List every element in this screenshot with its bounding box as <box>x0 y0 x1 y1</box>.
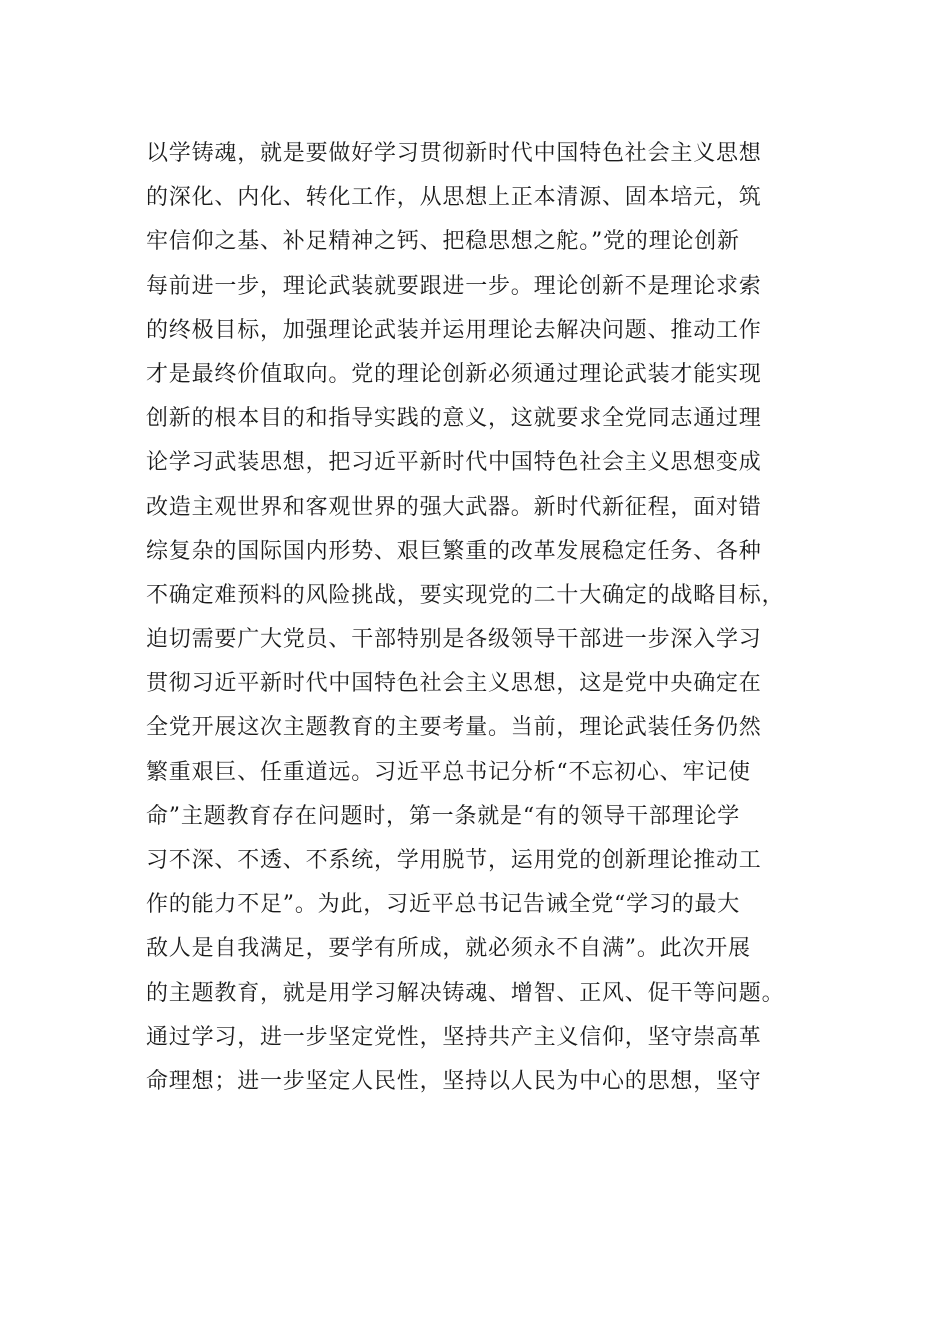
text-line: 不确定难预料的风险挑战，要实现党的二十大确定的战略目标， <box>146 582 785 608</box>
text-line: 创新的根本目的和指导实践的意义，这就要求全党同志通过理 <box>146 406 762 432</box>
text-line: 作的能力不足”。为此，习近平总书记告诫全党“学习的最大 <box>146 892 741 918</box>
text-line: 命”主题教育存在问题时，第一条就是“有的领导干部理论学 <box>146 803 741 829</box>
text-line: 才是最终价值取向。党的理论创新必须通过理论武装才能实现 <box>146 361 762 387</box>
body-paragraph <box>146 132 816 1104</box>
text-line: 通过学习，进一步坚定党性，坚持共产主义信仰，坚守崇高革 <box>146 1024 762 1050</box>
text-line: 的终极目标，加强理论武装并运用理论去解决问题、推动工作 <box>146 317 762 343</box>
text-line: 论学习武装思想，把习近平新时代中国特色社会主义思想变成 <box>146 450 762 476</box>
text-line: 综复杂的国际国内形势、艰巨繁重的改革发展稳定任务、各种 <box>146 538 762 564</box>
text-line: 牢信仰之基、补足精神之钙、把稳思想之舵。”党的理论创新 <box>146 229 740 255</box>
text-line: 习不深、不透、不系统，学用脱节，运用党的创新理论推动工 <box>146 848 762 873</box>
text-line: 以学铸魂，就是要做好学习贯彻新时代中国特色社会主义思想 <box>146 141 762 166</box>
text-line: 的深化、内化、转化工作，从思想上正本清源、固本培元，筑 <box>146 185 762 211</box>
text-line: 的主题教育，就是用学习解决铸魂、增智、正风、促干等问题。 <box>146 980 785 1006</box>
text-line: 敌人是自我满足，要学有所成，就必须永不自满”。此次开展 <box>146 936 751 962</box>
text-line: 繁重艰巨、任重道远。习近平总书记分析“不忘初心、牢记使 <box>146 759 751 785</box>
text-line: 每前进一步，理论武装就要跟进一步。理论创新不是理论求索 <box>146 273 762 299</box>
text-line: 贯彻习近平新时代中国特色社会主义思想，这是党中央确定在 <box>146 671 762 697</box>
text-line: 全党开展这次主题教育的主要考量。当前，理论武装任务仍然 <box>146 715 762 741</box>
text-line: 改造主观世界和客观世界的强大武器。新时代新征程，面对错 <box>146 494 762 520</box>
text-line: 命理想；进一步坚定人民性，坚持以人民为中心的思想，坚守 <box>146 1068 762 1094</box>
text-line: 迫切需要广大党员、干部特别是各级领导干部进一步深入学习 <box>146 627 762 653</box>
